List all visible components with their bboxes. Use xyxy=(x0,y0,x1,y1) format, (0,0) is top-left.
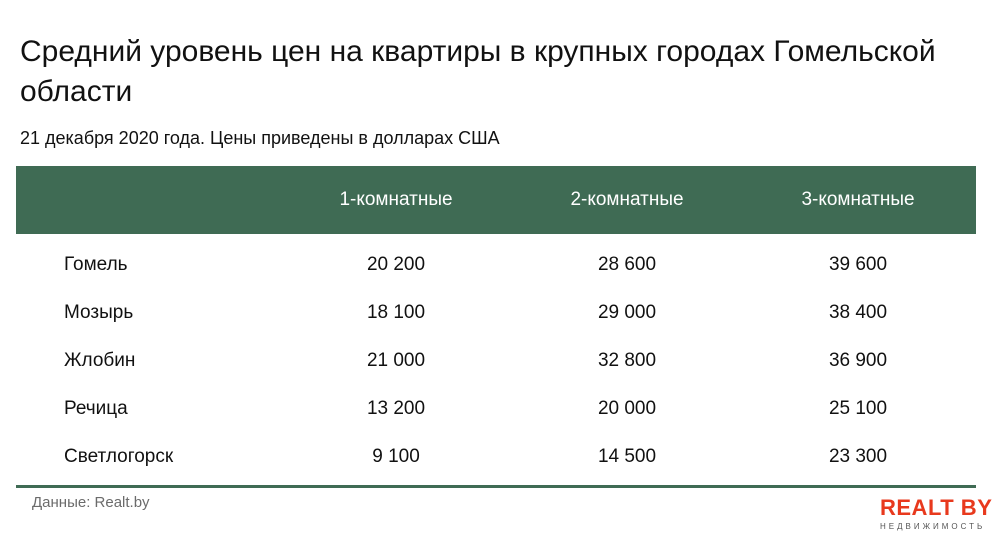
price-3-room: 23 300 xyxy=(828,446,888,467)
city-name: Мозырь xyxy=(64,302,134,323)
table-row xyxy=(16,385,976,433)
table-row xyxy=(16,337,976,385)
price-1-room: 13 200 xyxy=(366,398,426,419)
source-note: Данные: Realt.by xyxy=(32,494,150,511)
price-3-room: 39 600 xyxy=(828,254,888,275)
price-3-room: 36 900 xyxy=(828,350,888,371)
price-2-room: 32 800 xyxy=(597,350,657,371)
table-bottom-rule xyxy=(16,485,976,488)
chart-subtitle: 21 декабря 2020 года. Цены приведены в долларах США xyxy=(20,128,500,148)
table-row xyxy=(16,289,976,337)
city-name: Жлобин xyxy=(64,350,136,371)
table-body xyxy=(16,234,976,481)
price-1-room: 21 000 xyxy=(366,350,426,371)
logo-tagline: НЕДВИЖИМОСТЬ xyxy=(880,522,986,531)
column-header-2-room: 2-комнатные xyxy=(570,189,684,210)
table-row xyxy=(16,433,976,481)
realt-by-logo xyxy=(880,495,992,541)
price-2-room: 14 500 xyxy=(597,446,657,467)
price-3-room: 38 400 xyxy=(828,302,888,323)
price-1-room: 18 100 xyxy=(366,302,426,323)
price-table xyxy=(16,166,976,488)
price-1-room: 9 100 xyxy=(372,446,420,467)
column-header-3-room: 3-комнатные xyxy=(801,189,915,210)
price-3-room: 25 100 xyxy=(828,398,888,419)
logo-wordmark: REALT BY xyxy=(880,495,992,520)
table-header xyxy=(16,166,976,234)
city-name: Гомель xyxy=(64,254,128,275)
column-header-1-room: 1-комнатные xyxy=(339,189,453,210)
chart-title: Средний уровень цен на квартиры в крупных городах Гомельской области xyxy=(20,35,936,108)
price-1-room: 20 200 xyxy=(366,254,426,275)
price-2-room: 28 600 xyxy=(597,254,657,275)
price-2-room: 29 000 xyxy=(597,302,657,323)
city-name: Светлогорск xyxy=(64,446,174,467)
price-2-room: 20 000 xyxy=(597,398,657,419)
city-name: Речица xyxy=(64,398,128,419)
table-row xyxy=(16,241,976,289)
